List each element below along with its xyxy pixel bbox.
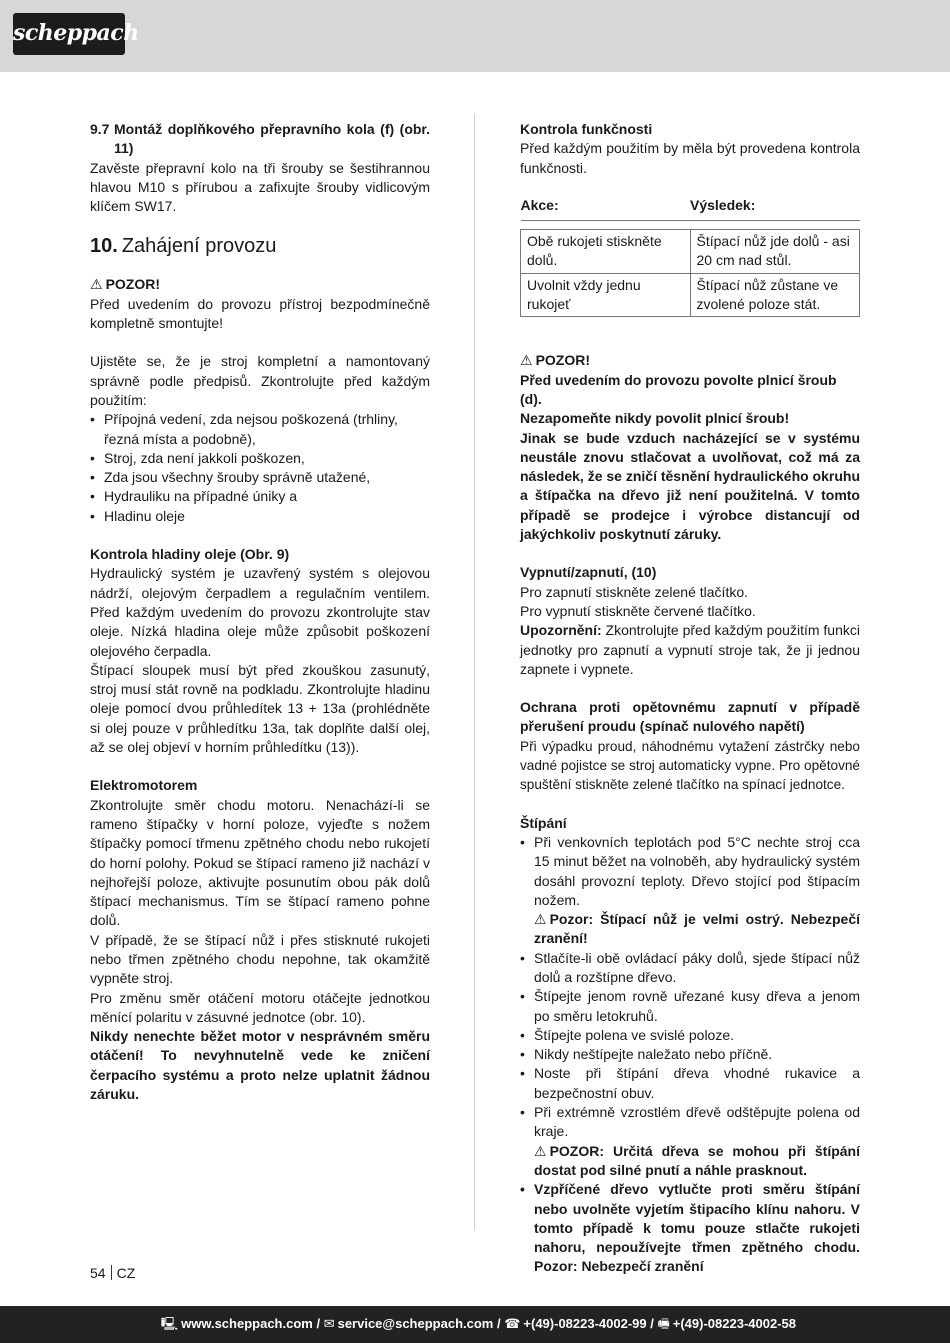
footer-website: www.scheppach.com / <box>181 1316 321 1331</box>
check-list <box>90 410 430 526</box>
page-header <box>0 0 950 72</box>
on-off-line-2: Pro vypnutí stiskněte červené tlačítko. <box>520 602 756 619</box>
list-item: • Stlačíte-li obě ovládací páky dolů, sjede štípací nůž dolů a rozštípne dřevo. <box>520 949 860 988</box>
right-column <box>520 120 860 1277</box>
motor-warning: Nikdy nenechte běžet motor v nesprávném směru otáčení! To nevyhnutelně vede ke zničení čerpacího systému a proto nelze uplatnit žádnou záruku. <box>90 1028 430 1103</box>
list-item: • Zda jsou všechny šrouby správně utažené, <box>90 468 430 487</box>
footer-phone: +(49)-08223-4002-99 / <box>523 1316 654 1331</box>
footer-email: service@scheppach.com / <box>337 1316 501 1331</box>
warning-triangle-icon: ⚠ <box>534 911 547 928</box>
restart-protection-heading: Ochrana proti opětovnému zapnutí v případě přerušení proudu (spínač nulového napětí) <box>520 699 860 735</box>
warning-triangle-icon: ⚠ <box>90 276 103 293</box>
splitting-list <box>520 833 860 1277</box>
section-9-7-text: Zavěste přepravní kolo na tři šrouby se šestihrannou hlavou M10 s přírubou a zafixujte šrouby vidlicovým klíčem SW17. <box>90 159 430 215</box>
on-off-heading: Vypnutí/zapnutí, (10) <box>520 564 657 581</box>
page-footer <box>0 1306 950 1343</box>
phone-icon: ☎ <box>504 1316 521 1331</box>
section-9-7-heading: 9.7 Montáž doplňkového přepravního kola (f) (obr. 11) <box>90 121 430 157</box>
list-item: • Hladinu oleje <box>90 507 430 526</box>
list-item: • Vzpříčené dřevo vytlučte proti směru štípání nebo uvolněte vyjetím štipacího klínu nahoru. V tomto případě k tomu pouze stlačte rukojeti nahoru, nepoužívejte třmen zpětného chodu. Pozor: Nebezpečí zranění <box>520 1180 860 1276</box>
table-cell: Štípací nůž zůstane ve zvolené poloze stát. <box>690 273 860 317</box>
check-intro: Ujistěte se, že je stroj kompletní a namontovaný správně podle předpisů. Zkontrolujte před každým použitím: <box>90 353 430 408</box>
table-cell: Obě rukojeti stiskněte dolů. <box>521 230 691 274</box>
restart-protection-text: Při výpadku proud, náhodnému vytažení zástrčky nebo vadné pojistce se stroj automaticky vypne. Pro opětovné spuštění stiskněte zelené tlačítko na spínací jednotce. <box>520 738 860 793</box>
scheppach-logo: scheppach <box>13 13 125 55</box>
on-off-note: Upozornění: Zkontrolujte před každým použitím funkci jednotky pro zapnutí a vypnutí stroje tak, že ji jednou zapnete i vypnete. <box>520 622 860 677</box>
warning-triangle-icon: ⚠ <box>534 1142 547 1159</box>
fax-icon: 🖷 <box>657 1316 670 1331</box>
computer-icon: 🖳 <box>160 1316 179 1331</box>
page-number-separator <box>111 1265 112 1280</box>
list-item: • Stroj, zda není jakkoli poškozen, <box>90 449 430 468</box>
function-check-heading: Kontrola funkčnosti <box>520 121 653 137</box>
function-check-table <box>520 196 860 317</box>
table-row <box>521 273 860 317</box>
page-number: 54 CZ <box>90 1265 136 1281</box>
left-column <box>90 120 430 1104</box>
motor-heading: Elektromotorem <box>90 777 198 794</box>
warning-2: ⚠ POZOR! <box>520 351 860 370</box>
function-check-text: Před každým použitím by měla být provedena kontrola funkčnosti. <box>520 140 860 176</box>
motor-paragraph-2: V případě, že se štípací nůž i přes stisknuté rukojeti nebo třmen zpětného chodu nepohne, tak okamžitě vypněte stroj. <box>90 931 430 987</box>
warning-1: ⚠ POZOR! <box>90 275 430 294</box>
table-header-result: Výsledek: <box>690 196 860 221</box>
column-divider <box>474 113 475 1230</box>
warning-1-text: Před uvedením do provozu přístroj bezpodmínečně kompletně smontujte! <box>90 295 430 332</box>
section-10-heading: 10. Zahájení provozu <box>90 235 277 258</box>
warning-2-line-2: Nezapomeňte nikdy povolit plnicí šroub! <box>520 410 790 427</box>
footer-contact <box>161 1315 796 1333</box>
on-off-line-1: Pro zapnutí stiskněte zelené tlačítko. <box>520 583 749 600</box>
table-row <box>521 230 860 274</box>
splitting-heading: Štípání <box>520 814 567 831</box>
oil-paragraph-2: Štípací sloupek musí být před zkouškou zasunutý, stroj musí stát rovně na podkladu. Zkontrolujte hladinu oleje pomocí dvou průhledítek 13 + 13a (prohlédněte si olej pouze v průhledítku 13a, tak doplňte další olej, až se olej objeví v horním průhledítku (13)). <box>90 661 430 756</box>
footer-fax: +(49)-08223-4002-58 <box>672 1316 796 1331</box>
list-item: • Přípojná vedení, zda nejsou poškozená (trhliny, řezná místa a podobně), <box>90 410 430 449</box>
table-header-action: Akce: <box>521 196 691 221</box>
list-item: • Nikdy neštípejte naležato nebo příčně. <box>520 1045 860 1064</box>
oil-heading: Kontrola hladiny oleje (Obr. 9) <box>90 546 290 563</box>
oil-paragraph-1: Hydraulický systém je uzavřený systém s olejovou nádrží, olejovým čerpadlem a regulačním ventilem. Před každým uvedením do provozu zkontrolujte stav oleje. Nízká hladina oleje může způsobit poškození olejového čerpadla. <box>90 565 430 659</box>
list-item: • Při venkovních teplotách pod 5°C nechte stroj cca 15 minut běžet na volnoběh, aby hydraulický systém dosáhl provozní teploty. Dřevo stojící pod štípacím nožem. ⚠ Pozor: Štípací nůž je velmi ostrý. Nebezpečí zranění! <box>520 833 860 949</box>
motor-paragraph-1: Zkontrolujte směr chodu motoru. Nenachází-li se rameno štípačky v horní poloze, vyjeďte s nožem štípačky pomocí třmenu zpětného chodu nebo rukojetí do horní polohy. Pokud se štípací rameno již nachází v nejhořejší poloze, aktivujte posunutím obou pák dolů štípací mechanismus. Tím se štípací rameno pohne dolů. <box>90 796 430 929</box>
envelope-icon: ✉ <box>323 1316 335 1331</box>
motor-paragraph-3: Pro změnu směr otáčení motoru otáčejte jednotkou měnící polaritu v zásuvné jednotce (obr. 10). <box>90 989 430 1025</box>
list-item: • Hydrauliku na případné úniky a <box>90 487 430 506</box>
table-cell: Štípací nůž jde dolů - asi 20 cm nad stůl. <box>690 230 860 274</box>
table-cell: Uvolnit vždy jednu rukojeť <box>521 273 691 317</box>
warning-triangle-icon: ⚠ <box>520 352 533 369</box>
list-item: • Při extrémně vzrostlém dřevě odštěpujte polena od kraje. ⚠ POZOR: Určitá dřeva se mohou při štípání dostat pod silné pnutí a náhle prasknout. <box>520 1103 860 1180</box>
warning-2-line-1: Před uvedením do provozu povolte plnicí šroub (d). <box>520 371 837 407</box>
list-item: • Štípejte polena ve svislé poloze. <box>520 1026 860 1045</box>
list-item: • Štípejte jenom rovně uřezané kusy dřeva a jenom po směru letokruhů. <box>520 987 860 1026</box>
warning-2-line-3: Jinak se bude vzduch nacházející se v systému neustále znovu stlačovat a uvolňovat, což má za následek, že se zničí těsnění hydraulického okruhu a štípačka na dřevo již není použitelná. V tomto případě se prodejce i výrobce distancují od jakýchkoliv poskytnutí záruky. <box>520 429 860 543</box>
list-item: • Noste při štípání dřeva vhodné rukavice a bezpečnostní obuv. <box>520 1064 860 1103</box>
